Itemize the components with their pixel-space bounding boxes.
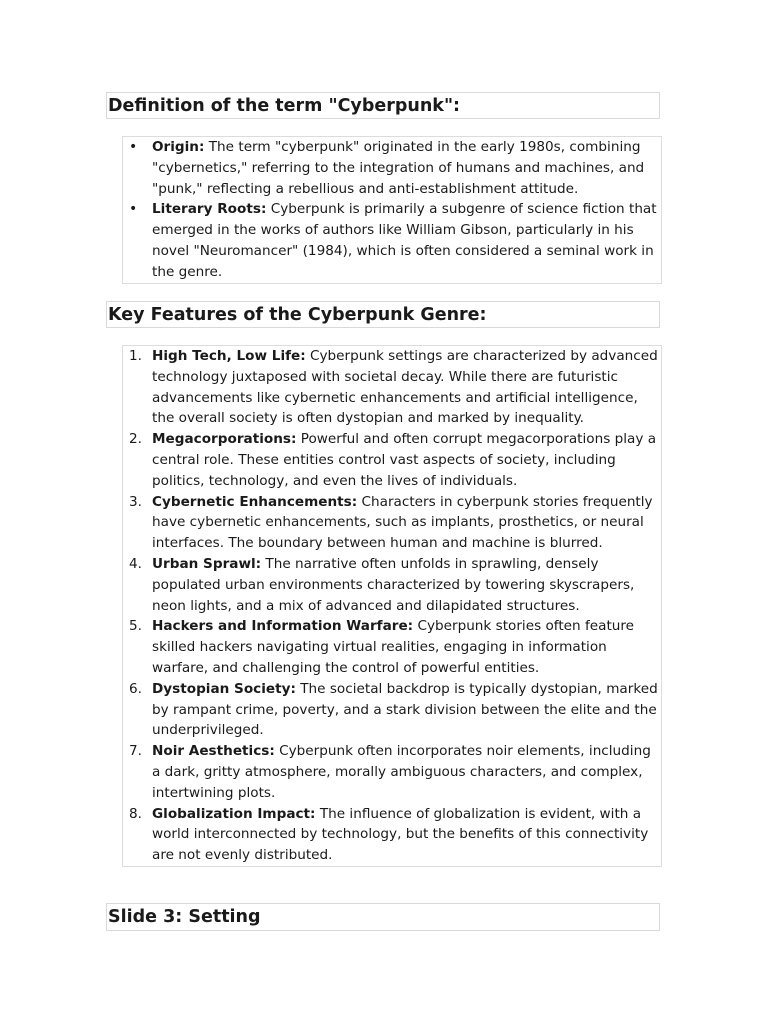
item-term: Megacorporations: (152, 431, 297, 448)
list-item (123, 679, 661, 741)
slide3-heading: Slide 3: Setting (106, 903, 660, 931)
item-text: Cyberpunk is primarily a subgenre of science fiction that emerged in the works of authors like William Gibson, particularly in his novel "Neuromancer" (1984), which is often considered a seminal work in the genre. (152, 201, 657, 280)
definition-heading: Definition of the term "Cyberpunk": (106, 92, 660, 119)
list-item (123, 346, 661, 429)
item-term: Urban Sprawl: (152, 555, 262, 572)
item-number: 6. (129, 680, 142, 697)
item-term: Cybernetic Enhancements: (152, 493, 358, 510)
bullet-icon: • (129, 139, 138, 155)
item-term: Dystopian Society: (152, 680, 296, 697)
item-number: 5. (129, 618, 142, 635)
list-item (123, 492, 661, 554)
item-number: 2. (129, 431, 142, 448)
list-item (123, 137, 661, 199)
item-term: Globalization Impact: (152, 805, 316, 822)
definition-list (122, 136, 662, 284)
list-item (123, 804, 661, 866)
item-text: Cyberpunk often incorporates noir elements, including a dark, gritty atmosphere, morally ambiguous characters, and complex, intertwining plots. (152, 743, 651, 801)
item-term: High Tech, Low Life: (152, 348, 306, 364)
bullet-icon: • (129, 201, 138, 218)
list-item (123, 741, 661, 803)
item-text: Powerful and often corrupt megacorporations play a central role. These entities control vast aspects of society, including politics, technology, and even the lives of individuals. (152, 431, 657, 489)
list-item (123, 199, 661, 282)
features-list (122, 345, 662, 867)
item-number: 3. (129, 493, 142, 510)
list-item (123, 429, 661, 491)
item-term: Noir Aesthetics: (152, 743, 275, 760)
item-term: Origin: (152, 139, 205, 155)
item-term: Hackers and Information Warfare: (152, 618, 414, 635)
item-number: 7. (129, 743, 142, 760)
item-text: The term "cyberpunk" originated in the early 1980s, combining "cybernetics," referring to the integration of humans and machines, and "punk," reflecting a rebellious and anti-establishment attitude. (152, 139, 645, 197)
item-number: 8. (129, 805, 142, 822)
item-text: Cyberpunk stories often feature skilled hackers navigating virtual realities, engaging in information warfare, and challenging the control of powerful entities. (152, 618, 635, 676)
list-item (123, 554, 661, 616)
list-item (123, 616, 661, 678)
item-text: The narrative often unfolds in sprawling, densely populated urban environments characterized by towering skyscrapers, neon lights, and a mix of advanced and dilapidated structures. (152, 555, 635, 614)
item-term: Literary Roots: (152, 201, 267, 218)
item-text: Characters in cyberpunk stories frequently have cybernetic enhancements, such as implants, prosthetics, or neural interfaces. The boundary between human and machine is blurred. (152, 493, 653, 552)
item-number: 1. (129, 348, 142, 364)
features-heading: Key Features of the Cyberpunk Genre: (106, 301, 660, 328)
item-number: 4. (129, 555, 142, 572)
item-text: The societal backdrop is typically dystopian, marked by rampant crime, poverty, and a stark division between the elite and the underprivileged. (152, 680, 658, 739)
item-text: The influence of globalization is evident, with a world interconnected by technology, but the benefits of this connectivity are not evenly distributed. (152, 805, 649, 864)
item-text: Cyberpunk settings are characterized by advanced technology juxtaposed with societal decay. While there are futuristic advancements like cybernetic enhancements and artificial intelligence, the overall society is often dystopian and marked by inequality. (152, 348, 658, 427)
